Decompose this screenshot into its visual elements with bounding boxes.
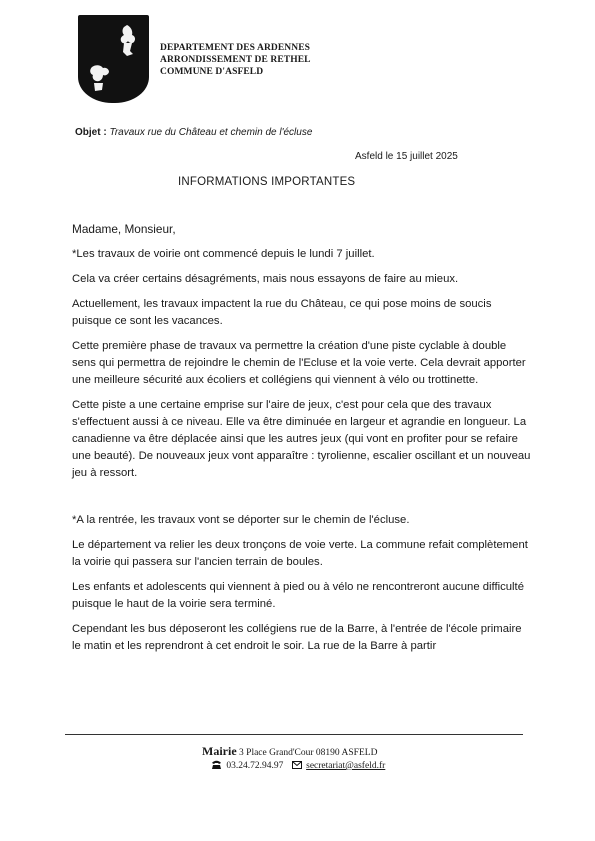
salutation: Madame, Monsieur, bbox=[72, 222, 176, 236]
envelope-icon bbox=[292, 761, 302, 769]
letter-date: Asfeld le 15 juillet 2025 bbox=[355, 151, 458, 162]
subject-line bbox=[75, 127, 312, 138]
subject-text: Travaux rue du Château et chemin de l'écluse bbox=[109, 127, 313, 138]
footer-address bbox=[202, 744, 377, 759]
paragraph: *A la rentrée, les travaux vont se déporter sur le chemin de l'écluse. bbox=[72, 514, 410, 526]
paragraph: Le département va relier les deux tronçons de voie verte. La commune refait complètement la voirie qui passera sur l'ancien terrain de boules. bbox=[72, 539, 528, 568]
footer-email-link[interactable]: secretariat@asfeld.fr bbox=[306, 761, 386, 771]
coat-of-arms-icon bbox=[78, 15, 149, 103]
footer-contact bbox=[211, 760, 385, 771]
arrondissement-line: ARRONDISSEMENT DE RETHEL bbox=[160, 55, 311, 65]
letter-body bbox=[72, 221, 532, 655]
paragraph: Actuellement, les travaux impactent la rue du Château, ce qui pose moins de soucis puisque ce sont les vacances. bbox=[72, 298, 492, 327]
paragraph: Cependant les bus déposeront les collégiens rue de la Barre, à l'entrée de l'école primaire le matin et les reprendront à cet endroit le soir. La rue de la Barre à partir bbox=[72, 623, 522, 652]
footer-divider bbox=[65, 734, 523, 735]
footer-mairie: Mairie bbox=[202, 744, 237, 758]
issuer-block bbox=[160, 42, 311, 78]
phone-icon bbox=[211, 760, 222, 769]
footer-address-text: 3 Place Grand'Cour 08190 ASFELD bbox=[239, 748, 378, 758]
commune-line: COMMUNE D'ASFELD bbox=[160, 67, 264, 77]
footer-phone: 03.24.72.94.97 bbox=[226, 761, 284, 771]
paragraph: Cette piste a une certaine emprise sur l'aire de jeux, c'est pour cela que des travaux s'effectuent aussi à ce niveau. Elle va être diminuée en largeur et agrandie en longueur. La canadienne va être déplacée ainsi que les autres jeux (qui vont en profiter pour se refaire une beauté). De nouveaux jeux vont apparaître : tyrolienne, escalier oscillant et un nouveau jeu à ressort. bbox=[72, 399, 531, 479]
page-title: INFORMATIONS IMPORTANTES bbox=[178, 176, 356, 188]
paragraph: Les enfants et adolescents qui viennent à pied ou à vélo ne rencontreront aucune difficulté puisque le haut de la voirie sera terminé. bbox=[72, 581, 524, 610]
paragraph: *Les travaux de voirie ont commencé depuis le lundi 7 juillet. bbox=[72, 248, 375, 260]
subject-label: Objet : bbox=[75, 127, 107, 138]
department-line: DEPARTEMENT DES ARDENNES bbox=[160, 43, 311, 53]
paragraph: Cela va créer certains désagréments, mais nous essayons de faire au mieux. bbox=[72, 273, 459, 285]
paragraph: Cette première phase de travaux va permettre la création d'une piste cyclable à double sens qui permettra de rejoindre le chemin de l'Ecluse et la voie verte. Cela devrait apporter une meilleure sécurité aux écoliers et collégiens qui viennent à vélo ou trottinette. bbox=[72, 340, 526, 386]
